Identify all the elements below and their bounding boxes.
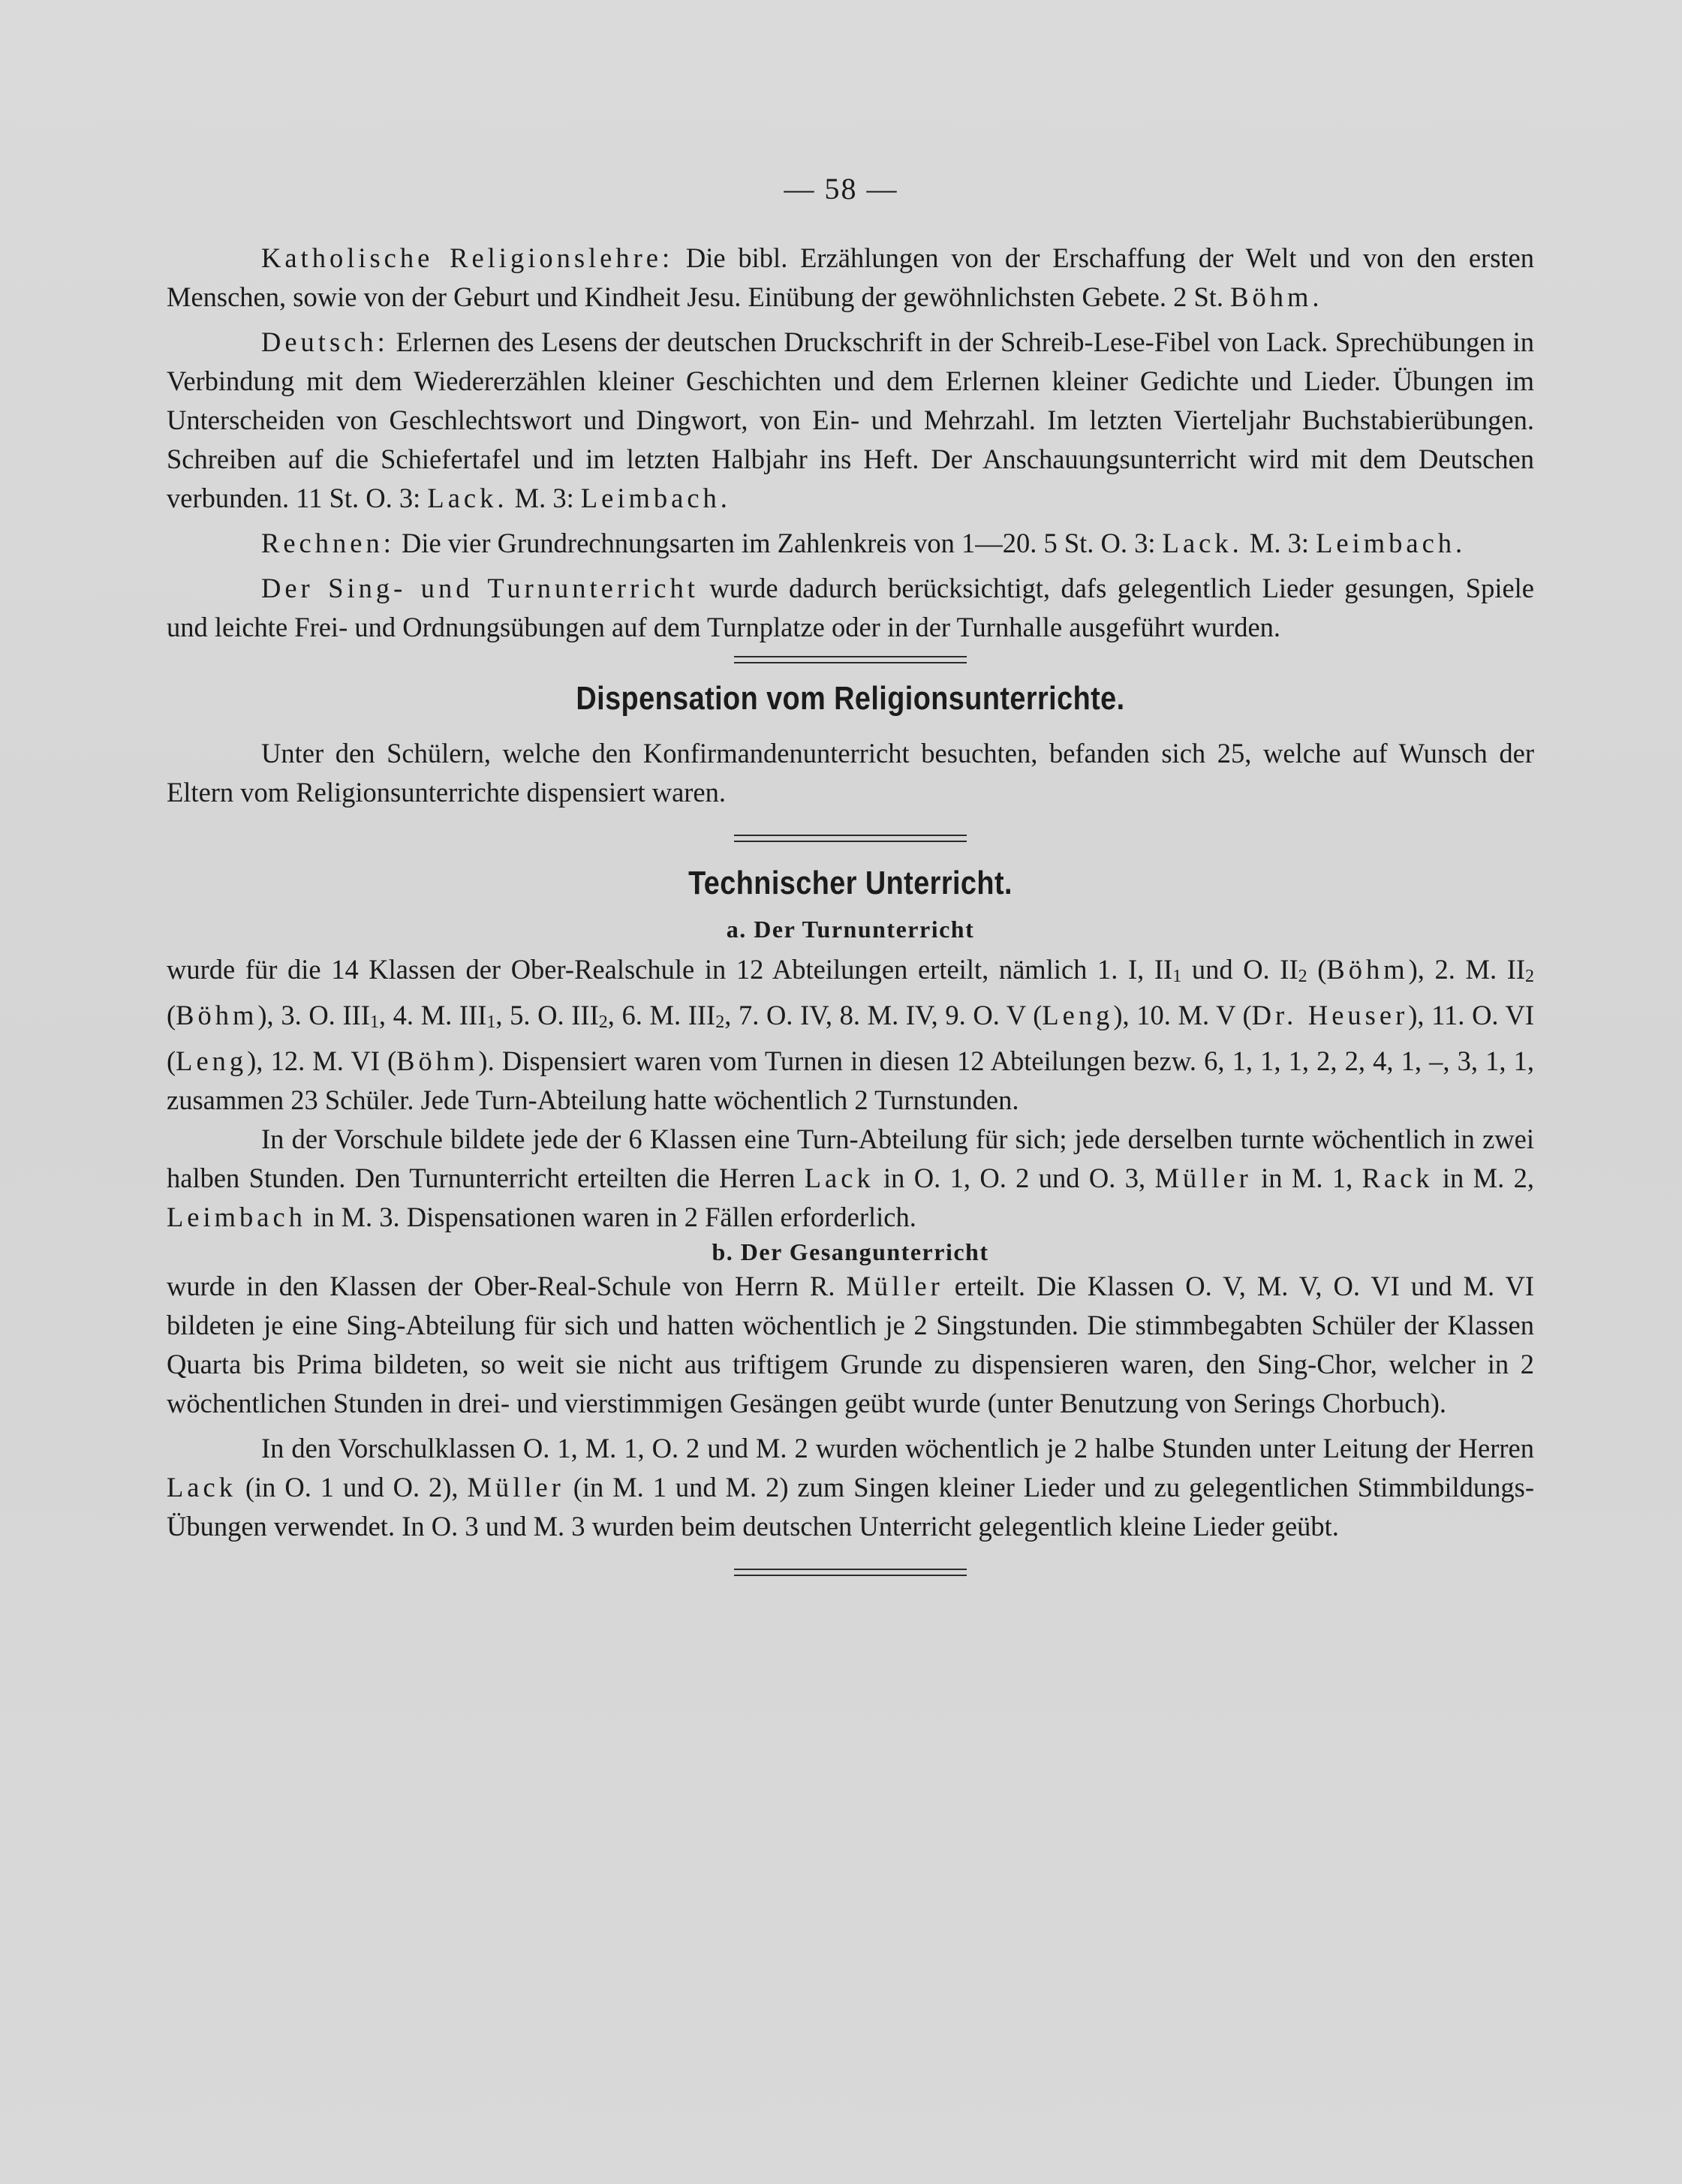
paragraph-text: wurde dadurch berücksichtigt, dafs gelegentlich Lieder gesungen, Spiele und leichte Frei- und Ordnungsübungen auf dem Turnplatze oder in der Turnhalle ausgeführt wurden. bbox=[167, 573, 1534, 642]
paragraph-text: , 4. M. III bbox=[378, 1000, 487, 1030]
teacher-name: Böhm bbox=[396, 1045, 479, 1076]
teacher-name: Böhm bbox=[1326, 954, 1409, 985]
paragraph-text: ( bbox=[167, 1000, 176, 1030]
paragraph-text: ), 11. O. VI ( bbox=[167, 1000, 1535, 1076]
paragraph-text: wurde in den Klassen der Ober-Real-Schule von Herrn R. bbox=[167, 1271, 847, 1301]
paragraph-text: M. 3: bbox=[1242, 528, 1316, 558]
paragraph-sing-turn bbox=[167, 569, 1534, 647]
paragraph-gesang-1 bbox=[167, 1267, 1534, 1423]
paragraph-text: erteilt. Die Klassen O. V, M. V, O. VI und M. VI bildeten je eine Sing-Abteilung für sich und hatten wöchentlich je 2 Singstunden. Die stimmbegabten Schüler der Klassen Quarta bis Prima bildeten, so weit sie nicht aus triftigem Grunde zu dispensieren waren, den Sing-Chor, welcher in 2 wöchentlichen Stunden in drei- und vierstimmigen Gesängen geübt wurde (unter Benutzung von Serings Chorbuch). bbox=[167, 1271, 1534, 1418]
paragraph-text: (in M. 1 und M. 2) zum Singen kleiner Lieder und zu gelegentlichen Stimmbildungs-Übungen verwendet. In O. 3 und M. 3 wurden beim deutschen Unterricht gelegentlich kleine Lieder geübt. bbox=[167, 1472, 1534, 1542]
subject-label: Katholische Religionslehre: bbox=[261, 242, 674, 273]
teacher-name: Böhm. bbox=[1230, 281, 1323, 312]
subheading-gesangunterricht: b. Der Gesangunterricht bbox=[712, 1238, 989, 1265]
paragraph-text: in M. 2, bbox=[1433, 1163, 1534, 1193]
paragraph-text: ), 3. O. III bbox=[257, 1000, 370, 1030]
subscript: 1 bbox=[486, 1012, 496, 1032]
paragraph-text: In den Vorschulklassen O. 1, M. 1, O. 2 und M. 2 wurden wöchentlich je 2 halbe Stunden unter Leitung der Herren bbox=[261, 1433, 1534, 1464]
paragraph-text: Erlernen des Lesens der deutschen Druckschrift in der Schreib-Lese-Fibel von Lack. Sprechübungen in Verbindung mit dem Wiedererzählen kleiner Geschichten und dem Erlernen kleiner Gedichte und Lieder. Übungen im Unterscheiden von Geschlechtswort und Dingwort, von Ein- und Mehrzahl. Im letzten Vierteljahr Buchstabierübungen. Schreiben auf die Schiefertafel und im letzten Halbjahr ins Heft. Der Anschauungsunterricht wird mit dem Deutschen verbunden. 11 St. O. 3: bbox=[167, 326, 1534, 513]
paragraph-text: , 7. O. IV, 8. M. IV, 9. O. V ( bbox=[724, 1000, 1043, 1030]
subheading-turnunterricht: a. Der Turnunterricht bbox=[726, 916, 975, 943]
section-heading-technischer: Technischer Unterricht. bbox=[688, 865, 1013, 901]
subscript: 2 bbox=[1298, 967, 1307, 986]
paragraph-text: in O. 1, O. 2 und O. 3, bbox=[874, 1163, 1155, 1193]
paragraph-text: ). Dispensiert waren vom Turnen in diesen 12 Abteilungen bezw. 6, 1, 1, 1, 2, 2, 4, 1, –, 3, 1, 1, zusammen 23 Schüler. Jede Turn-Abteilung hatte wöchentlich 2 Turnstunden. bbox=[167, 1045, 1534, 1115]
paragraph-text: ), 2. M. II bbox=[1408, 954, 1526, 985]
paragraph-turn-1 bbox=[167, 950, 1534, 1120]
paragraph-text: , 6. M. III bbox=[607, 1000, 716, 1030]
teacher-name: Leimbach. bbox=[580, 483, 731, 513]
paragraph-text: ), 12. M. VI ( bbox=[247, 1045, 397, 1076]
teacher-name: Leimbach bbox=[167, 1202, 306, 1232]
paragraph-text: und O. II bbox=[1181, 954, 1298, 985]
paragraph-text: Die vier Grundrechnungsarten im Zahlenkreis von 1—20. 5 St. O. 3: bbox=[394, 528, 1163, 558]
paragraph-kath-religion bbox=[167, 239, 1534, 317]
teacher-name: Müller bbox=[467, 1472, 564, 1503]
paragraph-text: wurde für die 14 Klassen der Ober-Realschule in 12 Abteilungen erteilt, nämlich 1. I, II bbox=[167, 954, 1173, 985]
subscript: 1 bbox=[1172, 967, 1182, 986]
teacher-name: Lack. bbox=[1162, 528, 1243, 558]
section-divider bbox=[734, 1569, 967, 1576]
subscript: 1 bbox=[369, 1012, 379, 1032]
teacher-name: Rack bbox=[1362, 1163, 1434, 1193]
teacher-name: Leimbach. bbox=[1316, 528, 1467, 558]
paragraph-text: in M. 3. Dispensationen waren in 2 Fällen erforderlich. bbox=[305, 1202, 916, 1232]
paragraph-gesang-2 bbox=[167, 1429, 1534, 1546]
teacher-name: Dr. Heuser bbox=[1251, 1000, 1409, 1030]
paragraph-text: (in O. 1 und O. 2), bbox=[236, 1472, 468, 1503]
paragraph-text: ), 10. M. V ( bbox=[1113, 1000, 1252, 1030]
paragraph-deutsch bbox=[167, 323, 1534, 518]
section-heading-dispensation: Dispensation vom Religionsunterrichte. bbox=[576, 680, 1125, 717]
teacher-name: Lack bbox=[167, 1472, 236, 1503]
teacher-name: Lack. bbox=[427, 483, 508, 513]
section-divider bbox=[734, 835, 967, 842]
teacher-name: Müller bbox=[846, 1271, 943, 1301]
teacher-name: Lack bbox=[804, 1163, 874, 1193]
subscript: 2 bbox=[715, 1012, 725, 1032]
paragraph-text: M. 3: bbox=[507, 483, 581, 513]
subject-label: Rechnen: bbox=[261, 528, 395, 558]
subscript: 2 bbox=[598, 1012, 608, 1032]
subject-label: Deutsch: bbox=[261, 326, 389, 357]
paragraph-text: Die bibl. Erzählungen von der Erschaffung der Welt und von den ersten Menschen, sowie von der Geburt und Kindheit Jesu. Einübung der gewöhnlichsten Gebete. 2 St. bbox=[167, 242, 1534, 312]
teacher-name: Leng bbox=[176, 1045, 248, 1076]
teacher-name: Leng bbox=[1042, 1000, 1114, 1030]
paragraph-text: , 5. O. III bbox=[495, 1000, 599, 1030]
teacher-name: Böhm bbox=[176, 1000, 258, 1030]
paragraph-text: In der Vorschule bildete jede der 6 Klassen eine Turn-Abteilung für sich; jede derselben turnte wöchentlich in zwei halben Stunden. Den Turnunterricht erteilten die Herren bbox=[167, 1124, 1534, 1193]
paragraph-text: in M. 1, bbox=[1251, 1163, 1362, 1193]
subject-label: Der Sing- und Turnunterricht bbox=[261, 573, 699, 603]
paragraph-turn-2 bbox=[167, 1120, 1534, 1237]
paragraph-text: ( bbox=[1307, 954, 1327, 985]
paragraph-rechnen bbox=[167, 524, 1534, 563]
page-number: — 58 — bbox=[784, 172, 898, 206]
page-content bbox=[167, 239, 1534, 1576]
teacher-name: Müller bbox=[1154, 1163, 1252, 1193]
section-divider bbox=[734, 656, 967, 663]
paragraph-dispensation: Unter den Schülern, welche den Konfirmandenunterricht besuchten, befanden sich 25, welche auf Wunsch der Eltern vom Religionsunterrichte dispensiert waren. bbox=[167, 738, 1534, 808]
subscript: 2 bbox=[1525, 967, 1535, 986]
